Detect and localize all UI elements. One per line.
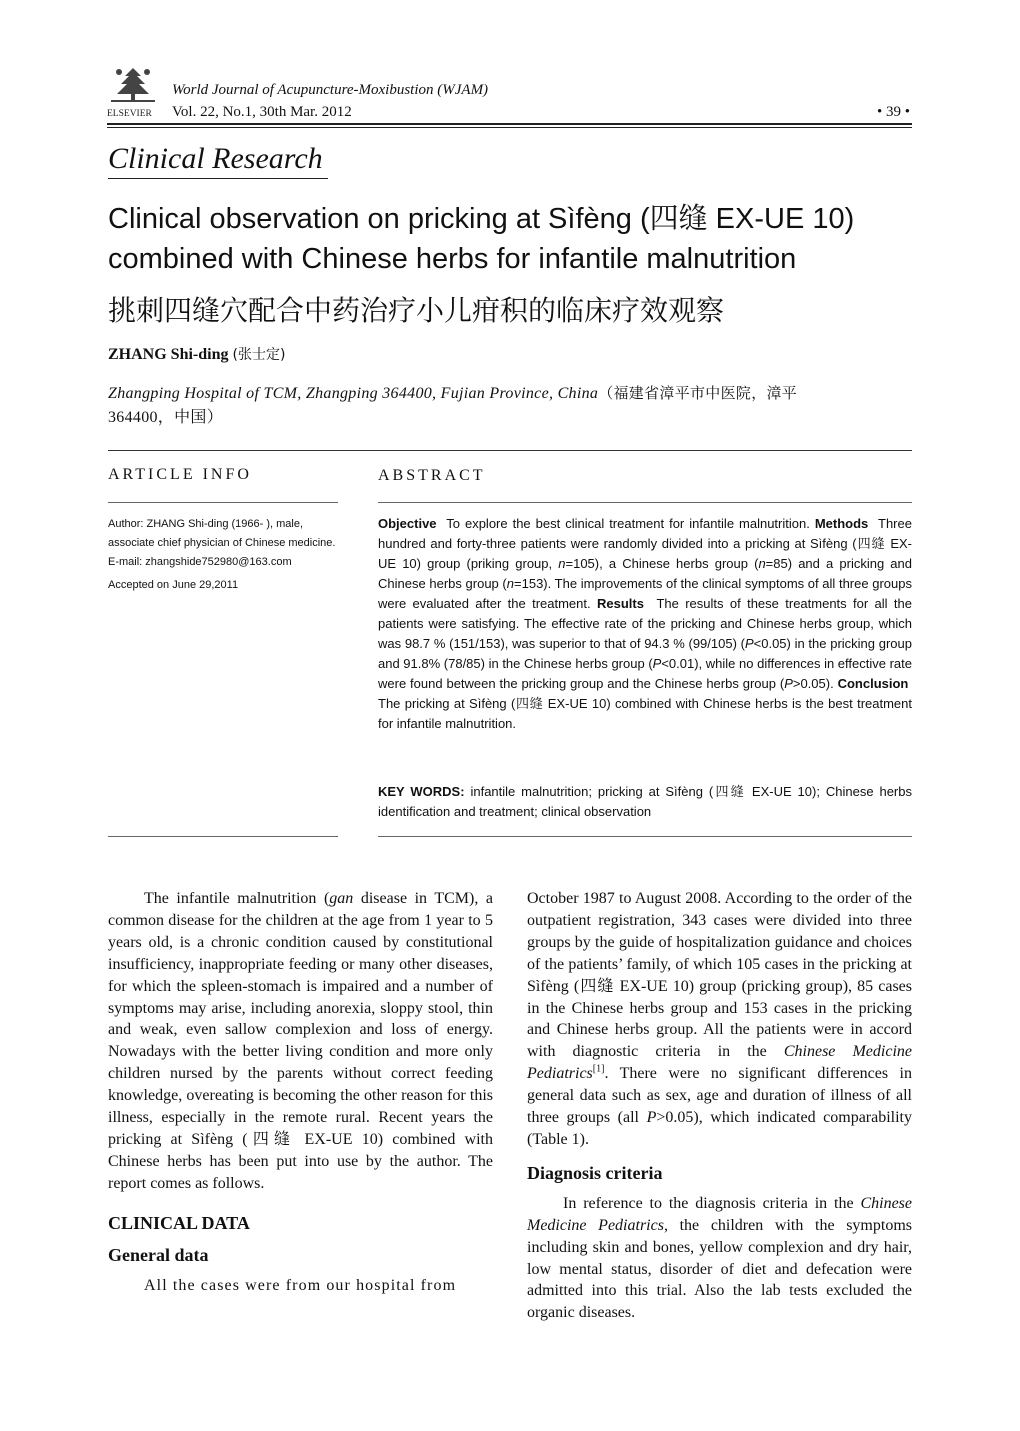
- general-text: . There were no significant differences in general data such as sex, age and duration of illness of all three groups (all: [527, 1065, 912, 1127]
- objective-label: Objective: [378, 516, 437, 531]
- article-info-heading: ARTICLE INFO: [108, 466, 252, 483]
- header-rule: [107, 123, 912, 125]
- reference-1: [1]: [592, 1063, 605, 1075]
- methods-label: Methods: [814, 516, 869, 531]
- affiliation-cn-2: 364400，中国）: [108, 409, 223, 426]
- page-number: • 39 •: [876, 104, 910, 120]
- methods-text: =105), a Chinese herbs group (: [565, 556, 759, 571]
- results-text: <0.01), while no differences in effective rate were found between the pricking group and the Chinese herbs group (: [378, 656, 912, 691]
- results-text: The results of these treatments for all the patients were satisfying. The effective rate of the pricking and Chinese herbs group, which was 98.7 % (151/153), was superior to that of 94.3 % (99/105) (: [378, 596, 912, 651]
- diagnosis-paragraph: [527, 1193, 912, 1324]
- abstract-rule-bottom: [378, 836, 912, 837]
- diagnosis-text: , the children with the symptoms including skin and bones, yellow complexion and dry hair, low mental status, disorder of diet and defecation were admitted into this trial. Also the lab tests excluded the organic diseases.: [527, 1216, 912, 1322]
- intro-text: disease in TCM), a common disease for the children at the age from 1 year to 5 years old, is a chronic condition caused by constitutional insufficiency, inappropriate feeding or many other diseases, for which the spleen-stomach is impaired and a number of symptoms may arise, including anorexia, sloppy stool, thin and weak, even sallow complexion and loss of energy. Nowadays with the better living condition and more only children nursed by the parents without correct feeding knowledge, overeating is becoming the other reason for this illness, especially in the remote rural. Recent years the pricking at Sìfèng (四缝 EX-UE 10) combined with Chinese herbs has been put into use by the author. The report comes as follows.: [108, 890, 493, 1192]
- section-underline: [108, 178, 328, 179]
- general-text: >0.05), which indicated comparability (Table 1).: [527, 1109, 913, 1148]
- n-symbol: n: [758, 556, 766, 571]
- author-name: ZHANG Shi-ding: [108, 346, 229, 363]
- general-text: October 1987 to August 2008. According to the order of the outpatient registration, 343 cases were divided into three groups by the guide of hospitalization guidance and choices of the patients’ family, of which 105 cases in the pricking at Sìfèng (四缝 EX-UE 10) group (pricking group), 85 cases in the Chinese herbs group and 153 cases in the pricking and Chinese herbs group. All the patients were in accord with diagnostic criteria in the: [527, 890, 912, 1061]
- methods-text: =153). The improvements of the clinical symptoms of all three groups were evaluated after the treatment.: [378, 576, 913, 611]
- elsevier-logo: [107, 62, 159, 118]
- objective-text: To explore the best clinical treatment for infantile malnutrition.: [446, 516, 810, 531]
- diagnosis-text: In reference to the diagnosis criteria in the: [563, 1194, 861, 1212]
- intro-text: The infantile malnutrition (: [144, 890, 330, 907]
- p-symbol: P: [784, 676, 793, 691]
- methods-text: Three hundred and forty-three patients were randomly divided into a pricking at Sìfèng (四缝 EX-UE 10) group (priking group,: [378, 516, 912, 571]
- section-label: Clinical Research: [108, 142, 323, 175]
- journal-name: World Journal of Acupuncture-Moxibustion (WJAM): [172, 82, 489, 98]
- results-text: >0.05).: [792, 676, 834, 691]
- general-data-continued: [527, 888, 912, 1151]
- article-title-chinese: 挑刺四缝穴配合中药治疗小儿疳积的临床疗效观察: [108, 294, 725, 327]
- affiliation: [108, 381, 914, 430]
- n-symbol: n: [506, 576, 515, 591]
- author-name-chinese: (张士定): [232, 347, 286, 363]
- p-symbol: P: [652, 656, 662, 671]
- diagnosis-heading: Diagnosis criteria: [527, 1162, 663, 1183]
- article-title: [108, 199, 918, 279]
- author-info: Author: ZHANG Shi-ding (1966- ), male, associate chief physician of Chinese medicine.: [108, 518, 336, 549]
- affiliation-cn-1: （福建省漳平市中医院，漳平: [598, 384, 798, 402]
- title-line-2: combined with Chinese herbs for infantile malnutrition: [108, 243, 797, 275]
- keywords-label: KEY WORDS:: [378, 784, 465, 799]
- author-email: E-mail: zhangshide752980@163.com: [108, 556, 292, 568]
- gan-term: gan: [329, 890, 354, 907]
- author-line: [108, 344, 285, 364]
- general-data-heading: General data: [108, 1244, 209, 1265]
- title-line-1: Clinical observation on pricking at Sìfèng (四缝 EX-UE 10): [108, 203, 855, 235]
- body-column-right: [527, 888, 912, 1324]
- article-info: [108, 515, 338, 595]
- conclusion-text: The pricking at Sìfèng (四缝 EX-UE 10) combined with Chinese herbs is the best treatment for infantile malnutrition.: [378, 696, 912, 731]
- conclusion-label: Conclusion: [837, 676, 909, 691]
- article-info-rule-bottom: [108, 836, 338, 837]
- results-text: <0.05) in the pricking group and 91.8% (78/85) in the Chinese herbs group (: [378, 636, 912, 671]
- p-symbol: P: [744, 636, 754, 651]
- book-title: Chinese Medicine Pediatrics: [527, 1043, 912, 1083]
- methods-text: =85) and a pricking and Chinese herbs group (: [378, 556, 912, 591]
- keywords-text: infantile malnutrition; pricking at Sìfèng (四缝 EX-UE 10); Chinese herbs identification and treatment; clinical observation: [378, 784, 912, 819]
- intro-paragraph: [108, 888, 493, 1195]
- clinical-data-heading: CLINICAL DATA: [108, 1212, 250, 1233]
- book-title: Chinese Medicine Pediatrics: [527, 1194, 912, 1234]
- keywords: [378, 782, 912, 822]
- p-symbol: P: [646, 1109, 657, 1127]
- results-label: Results: [597, 596, 644, 611]
- divider-top: [108, 450, 912, 451]
- abstract-rule: [378, 502, 912, 503]
- abstract-heading: ABSTRACT: [378, 467, 486, 484]
- general-data-paragraph: All the cases were from our hospital from: [144, 1276, 457, 1294]
- header-rule-thin: [107, 127, 912, 128]
- accepted-date: Accepted on June 29,2011: [108, 579, 239, 591]
- volume-line: Vol. 22, No.1, 30th Mar. 2012: [172, 104, 352, 120]
- n-symbol: n: [558, 556, 566, 571]
- logo-wordmark: ELSEVIER: [107, 109, 152, 118]
- article-info-rule: [108, 502, 338, 503]
- abstract-body: [378, 514, 912, 734]
- body-column-left: [108, 888, 493, 1296]
- affiliation-en: Zhangping Hospital of TCM, Zhangping 364400, Fujian Province, China: [108, 385, 599, 402]
